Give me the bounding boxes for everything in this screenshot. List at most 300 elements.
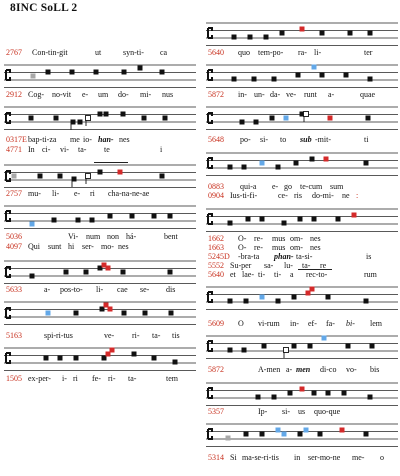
neume-note — [152, 356, 157, 361]
chant-code: 4097 — [6, 242, 22, 251]
staff-graphic — [0, 203, 196, 231]
chant-code: 5640 — [208, 270, 224, 279]
neume-note — [74, 356, 79, 361]
c-clef-icon — [208, 429, 212, 439]
lyric-syllable: ca — [160, 48, 168, 57]
lyric-syllable: num — [86, 232, 101, 241]
chant-code: 5036 — [6, 232, 22, 241]
lyric-syllable: bis — [370, 365, 380, 374]
neume-note — [138, 66, 143, 71]
lyric-syllable: ti- — [274, 270, 282, 279]
lyric-syllable: quo-que — [314, 407, 341, 416]
music-staff — [202, 104, 398, 132]
neume-note — [98, 170, 103, 175]
lyric-syllable: ta-si- — [296, 252, 313, 261]
lyric-line — [208, 407, 398, 416]
lyric-syllable: quo — [238, 48, 250, 57]
lyric-syllable: A-men — [258, 365, 281, 374]
neume-note — [244, 432, 249, 437]
music-staff — [202, 20, 398, 48]
neume-note — [364, 161, 369, 166]
lyric-syllable: fe- — [92, 374, 101, 383]
lyric-syllable: in- — [290, 319, 299, 328]
lyric-syllable: sub — [300, 135, 312, 144]
lyric-syllable: Si — [230, 453, 237, 462]
lyric-syllable: bap-ti-za — [28, 135, 57, 144]
lyric-syllable: rec-to- — [306, 270, 328, 279]
staff-graphic — [0, 104, 196, 132]
staff-graphic — [202, 284, 398, 312]
lyric-line — [208, 261, 398, 270]
lyric-syllable: re- — [254, 243, 263, 252]
lyric-syllable: ri — [73, 374, 78, 383]
lyric-syllable: lu- — [284, 261, 293, 270]
neume-note — [108, 307, 113, 312]
lyric-syllable: runt — [304, 90, 317, 99]
staff-graphic — [202, 62, 398, 90]
staff-graphic — [0, 162, 196, 190]
music-staff — [202, 62, 398, 90]
lyric-syllable: lae- — [242, 270, 254, 279]
neume-note — [71, 120, 76, 125]
chant-code: 5314 — [208, 453, 224, 462]
lyric-syllable: io- — [83, 135, 92, 144]
neume-note — [110, 348, 115, 353]
neume-note — [272, 77, 277, 82]
lyric-syllable: qui-a — [240, 182, 257, 191]
lyric-syllable: cae — [117, 285, 128, 294]
lyric-syllable: go — [284, 182, 292, 191]
lyric-syllable: cha-na-ne-ae — [108, 189, 150, 198]
neume-note — [282, 432, 287, 437]
lyric-syllable: ri- — [108, 374, 116, 383]
neume-note — [262, 344, 267, 349]
chant-code: 5357 — [208, 407, 224, 416]
lyric-syllable: pos-to- — [60, 285, 83, 294]
c-clef-icon — [208, 341, 212, 351]
neume-note — [342, 391, 347, 396]
chant-code: 5609 — [208, 319, 224, 328]
neume-note — [368, 395, 373, 400]
neume-note — [160, 174, 165, 179]
staff-graphic — [202, 104, 398, 132]
lyric-syllable: há- — [126, 232, 137, 241]
neume-note — [168, 270, 173, 275]
lyric-syllable: tem-po- — [258, 48, 284, 57]
staff-graphic — [0, 299, 196, 327]
c-clef-icon — [208, 388, 212, 398]
staff-graphic — [202, 333, 398, 361]
neume-note — [260, 432, 265, 437]
neume-note — [90, 218, 95, 223]
lyric-syllable: ri- — [132, 331, 140, 340]
c-clef-icon — [6, 70, 10, 80]
lyric-syllable: Vi- — [68, 232, 79, 241]
lyric-line — [208, 182, 398, 191]
music-staff — [0, 258, 196, 286]
neume-note — [86, 116, 91, 121]
neume-note — [58, 356, 63, 361]
neume-note — [108, 214, 113, 219]
lyric-syllable: lem — [370, 319, 382, 328]
lyric-syllable: te-cum — [300, 182, 323, 191]
lyric-syllable: Ip- — [258, 407, 268, 416]
neume-note — [336, 217, 341, 222]
lyric-syllable: ex-per- — [28, 374, 51, 383]
chant-code: 4771 — [6, 145, 22, 154]
chant-code: 1505 — [6, 374, 22, 383]
music-staff — [202, 421, 398, 449]
chant-code: 5640 — [208, 48, 224, 57]
lyric-line — [6, 242, 196, 251]
lyric-syllable: om- — [290, 243, 303, 252]
lyric-syllable: a- — [328, 90, 335, 99]
neume-note — [104, 112, 109, 117]
lyric-syllable: vi-rum — [258, 319, 280, 328]
chant-code: 2767 — [6, 48, 22, 57]
neume-note — [228, 221, 233, 226]
neume-note — [260, 161, 265, 166]
neume-note — [72, 177, 77, 182]
c-clef-icon — [208, 70, 212, 80]
neume-note — [248, 35, 253, 40]
lyric-syllable: ta- — [128, 374, 137, 383]
lyric-syllable: do-mi- — [312, 191, 334, 200]
c-clef-icon — [208, 292, 212, 302]
lyric-syllable: po- — [240, 135, 251, 144]
neume-note — [226, 436, 231, 441]
lyric-syllable: vo- — [346, 365, 357, 374]
lyric-line — [208, 90, 398, 99]
lyric-syllable: bent — [164, 232, 178, 241]
chant-code: 5872 — [208, 365, 224, 374]
neume-note — [76, 218, 81, 223]
lyric-syllable: is — [366, 252, 372, 261]
neume-note — [300, 27, 305, 32]
neume-note — [308, 344, 313, 349]
neume-note — [260, 217, 265, 222]
lyric-syllable: in — [294, 453, 301, 462]
staff-graphic — [0, 345, 196, 373]
lyric-syllable: i- — [62, 374, 67, 383]
chant-code: 2912 — [6, 90, 22, 99]
neume-note — [98, 112, 103, 117]
lyric-line — [6, 331, 196, 340]
lyric-syllable: ter — [364, 48, 373, 57]
lyric-syllable: mo- — [101, 242, 114, 251]
lyric-syllable: me — [70, 135, 80, 144]
neume-note — [352, 213, 357, 218]
neume-note — [44, 356, 49, 361]
music-staff — [202, 380, 398, 408]
lyric-syllable: om- — [290, 234, 303, 243]
neume-note — [228, 299, 233, 304]
lyric-syllable: han- — [98, 135, 114, 144]
neume-note — [312, 65, 317, 70]
music-staff — [202, 206, 398, 234]
lyric-syllable: nes — [310, 234, 321, 243]
lyric-syllable: ra- — [298, 48, 307, 57]
neume-note — [232, 77, 237, 82]
neume-note — [364, 299, 369, 304]
staff-graphic — [202, 150, 398, 178]
lyric-line — [208, 453, 398, 462]
lyric-syllable: i — [160, 145, 163, 154]
neume-note — [121, 270, 126, 275]
lyric-syllable: ser- — [82, 242, 94, 251]
lyric-syllable: do- — [118, 90, 129, 99]
neume-note — [300, 387, 305, 392]
lyric-syllable: e- — [272, 182, 279, 191]
lyric-syllable: te — [104, 145, 110, 154]
lyric-syllable: -mit- — [315, 135, 331, 144]
lyric-syllable: mu- — [28, 189, 41, 198]
staff-graphic — [202, 20, 398, 48]
music-staff — [202, 150, 398, 178]
lyric-syllable: syn-ti- — [123, 48, 144, 57]
lyric-syllable: um — [98, 90, 109, 99]
lyric-line — [208, 252, 398, 261]
neume-note — [246, 217, 251, 222]
lyric-line — [208, 191, 398, 200]
lyric-syllable: ne — [342, 191, 350, 200]
neume-note — [322, 336, 327, 341]
lyric-line — [6, 232, 196, 241]
lyric-syllable: mi- — [140, 90, 152, 99]
lyric-syllable: li- — [96, 285, 104, 294]
lyric-syllable: men — [296, 365, 311, 374]
lyric-line — [208, 234, 398, 243]
neume-note — [52, 218, 57, 223]
neume-note — [326, 391, 331, 396]
lyric-syllable: ri — [90, 189, 95, 198]
chant-code: 5633 — [6, 285, 22, 294]
lyric-syllable: non — [107, 232, 119, 241]
lyric-syllable: et — [230, 270, 236, 279]
lyric-line — [208, 135, 398, 144]
neume-note — [276, 428, 281, 433]
neume-note — [173, 360, 178, 365]
neume-note — [282, 221, 287, 226]
music-staff — [202, 333, 398, 361]
lyric-line — [6, 145, 196, 154]
lyric-syllable: to — [280, 135, 287, 144]
neume-note — [242, 165, 247, 170]
music-staff — [0, 62, 196, 90]
neume-note — [280, 31, 285, 36]
staff-graphic — [202, 380, 398, 408]
lyric-syllable: ris — [294, 191, 302, 200]
neume-note — [228, 165, 233, 170]
neume-note — [276, 165, 281, 170]
c-clef-icon — [6, 353, 10, 363]
c-clef-icon — [208, 214, 212, 224]
lyric-syllable: phan- — [274, 252, 294, 261]
neume-note — [46, 70, 51, 75]
neume-note — [364, 432, 369, 437]
neume-note — [292, 295, 297, 300]
lyric-syllable: rum — [364, 270, 377, 279]
neume-note — [298, 432, 303, 437]
chant-code: 5552 — [208, 261, 224, 270]
lyric-syllable: a- — [286, 365, 293, 374]
lyric-syllable: nes — [119, 135, 130, 144]
lyric-syllable: nes — [118, 242, 129, 251]
neume-note — [122, 311, 127, 316]
lyric-syllable: Su-per — [230, 261, 252, 270]
neume-note — [340, 428, 345, 433]
lyric-syllable: us — [298, 407, 306, 416]
lyric-syllable: quae — [360, 90, 376, 99]
neume-note — [94, 70, 99, 75]
staff-graphic — [0, 258, 196, 286]
neume-note — [256, 395, 261, 400]
neume-note — [260, 295, 265, 300]
lyric-syllable: no-vit — [52, 90, 72, 99]
neume-note — [324, 157, 329, 162]
neume-note — [252, 77, 257, 82]
lyric-syllable: a — [290, 270, 294, 279]
neume-note — [86, 174, 91, 179]
lyric-syllable: -bra-ta — [238, 252, 260, 261]
chant-code: 0883 — [208, 182, 224, 191]
neume-note — [264, 35, 269, 40]
music-staff — [0, 299, 196, 327]
c-clef-icon — [208, 158, 212, 168]
chant-code: 5163 — [6, 331, 22, 340]
neume-note — [346, 344, 351, 349]
neume-note — [288, 391, 293, 396]
chant-code: 1662 — [208, 234, 224, 243]
c-clef-icon — [208, 28, 212, 38]
lyric-syllable: me- — [352, 453, 365, 462]
neume-note — [318, 432, 323, 437]
lyric-syllable: bi- — [346, 319, 355, 328]
neume-note — [46, 311, 51, 316]
lyric-syllable: hi — [68, 242, 75, 251]
neume-note — [326, 295, 331, 300]
neume-note — [30, 274, 35, 279]
neume-note — [130, 214, 135, 219]
neume-note — [242, 348, 247, 353]
neume-note — [58, 174, 63, 179]
neume-note — [348, 31, 353, 36]
lyric-line — [6, 90, 196, 99]
lyric-syllable: ut — [95, 48, 102, 57]
lyric-syllable: re — [320, 261, 327, 270]
lyric-syllable: : — [356, 191, 359, 200]
lyric-syllable: da- — [270, 90, 281, 99]
c-clef-icon — [6, 211, 10, 221]
neume-note — [106, 266, 111, 271]
neume-note — [84, 270, 89, 275]
neume-note — [304, 428, 309, 433]
lyric-line — [6, 48, 196, 57]
neume-note — [328, 116, 333, 121]
lyric-syllable: e- — [74, 189, 81, 198]
neume-note — [64, 270, 69, 275]
lyric-syllable: tis — [172, 331, 180, 340]
lyric-line — [6, 374, 196, 383]
lyric-syllable: se- — [140, 285, 150, 294]
neume-note — [169, 311, 174, 316]
lyric-syllable: Cog- — [28, 90, 44, 99]
music-staff — [0, 104, 196, 132]
lyric-syllable: o — [380, 453, 384, 462]
neume-note — [74, 311, 79, 316]
lyric-syllable: li- — [314, 48, 322, 57]
music-staff — [202, 284, 398, 312]
neume-note — [368, 31, 373, 36]
lyric-line — [208, 365, 398, 374]
neume-note — [294, 161, 299, 166]
lyric-syllable: In — [28, 145, 35, 154]
lyric-line — [208, 48, 398, 57]
lyric-syllable: nes — [310, 243, 321, 252]
lyric-syllable: li- — [52, 189, 60, 198]
neume-note — [312, 217, 317, 222]
chant-code: 5648 — [208, 135, 224, 144]
page-title: 8INC SoLL 2 — [10, 2, 78, 14]
neume-note — [78, 120, 83, 125]
neume-note — [284, 116, 289, 121]
lyric-syllable: si- — [282, 407, 290, 416]
lyric-syllable: O- — [238, 234, 247, 243]
left-column — [0, 0, 196, 476]
lyric-syllable: vi- — [60, 145, 69, 154]
neume-note — [31, 74, 36, 79]
music-staff — [0, 203, 196, 231]
neume-note — [142, 116, 147, 121]
lyric-syllable: ti- — [258, 270, 266, 279]
lyric-syllable: ta- — [302, 261, 311, 270]
lyric-syllable: sum — [330, 182, 344, 191]
neume-note — [320, 31, 325, 36]
neume-note — [152, 214, 157, 219]
lyric-line — [208, 243, 398, 252]
lyric-syllable: ta- — [152, 331, 161, 340]
neume-note — [121, 112, 126, 117]
neume-note — [370, 344, 375, 349]
lyric-syllable: ce- — [278, 191, 288, 200]
lyric-line — [6, 189, 196, 198]
lyric-syllable: O- — [238, 243, 247, 252]
chant-code: 2757 — [6, 189, 22, 198]
neume-note — [122, 70, 127, 75]
music-staff — [0, 162, 196, 190]
lyric-syllable: Qui — [28, 242, 40, 251]
lyric-syllable: dis — [166, 285, 176, 294]
lyric-syllable: si- — [260, 135, 268, 144]
lyric-line — [208, 270, 398, 279]
lyric-syllable: ma-se-ri-tis — [242, 453, 279, 462]
lyric-syllable: ef- — [308, 319, 317, 328]
chant-code: 1663 — [208, 243, 224, 252]
neume-note — [132, 352, 137, 357]
neume-note — [168, 214, 173, 219]
lyric-syllable: ve- — [104, 331, 115, 340]
lyric-syllable: sunt — [48, 242, 62, 251]
lyric-syllable: O — [238, 319, 244, 328]
lyric-syllable: ta- — [78, 145, 87, 154]
lyric-line — [208, 319, 398, 328]
lyric-syllable: tem — [166, 374, 178, 383]
neume-note — [310, 287, 315, 292]
lyric-syllable: Con-tin-git — [32, 48, 68, 57]
neume-note — [270, 116, 275, 121]
neume-note — [368, 77, 373, 82]
music-staff — [0, 345, 196, 373]
